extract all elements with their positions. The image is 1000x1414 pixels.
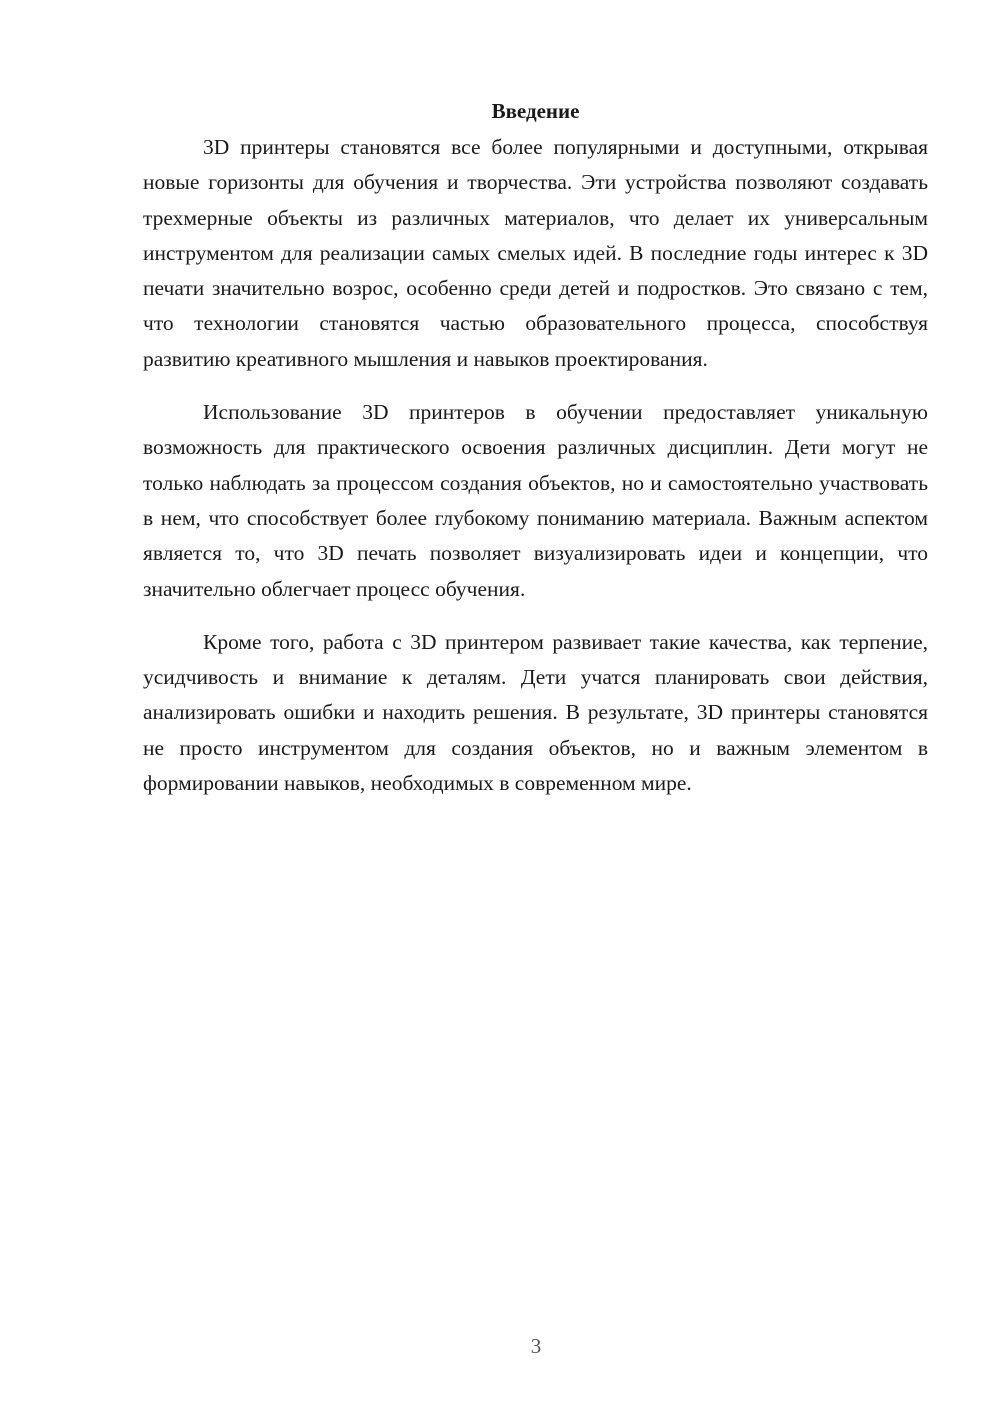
page-number: 3 (530, 1334, 542, 1358)
paragraph-1: 3D принтеры становятся все более популярными и доступными, открывая новые горизонты для обучения и творчества. Эти устройства позволяют создавать трехмерные объекты из различных материалов, что делает их универсальным инструментом для реализации самых смелых идей. В последние годы интерес к 3D печати значительно возрос, особенно среди детей и подростков. Это связано с тем, что технологии становятся частью образовательного процесса, способствуя развитию креативного мышления и навыков проектирования. (143, 135, 928, 371)
document-body (143, 92, 928, 819)
paragraph-2: Использование 3D принтеров в обучении предоставляет уникальную возможность для практического освоения различных дисциплин. Дети могут не только наблюдать за процессом создания объектов, но и самостоятельно участвовать в нем, что способствует более глубокому пониманию материала. Важным аспектом является то, что 3D печать позволяет визуализировать идеи и концепции, что значительно облегчает процесс обучения. (143, 400, 928, 601)
paragraph-3: Кроме того, работа с 3D принтером развивает такие качества, как терпение, усидчивость и внимание к деталям. Дети учатся планировать свои действия, анализировать ошибки и находить решения. В результате, 3D принтеры становятся не просто инструментом для создания объектов, но и важным элементом в формировании навыков, необходимых в современном мире. (143, 629, 928, 796)
section-heading: Введение (491, 99, 580, 123)
